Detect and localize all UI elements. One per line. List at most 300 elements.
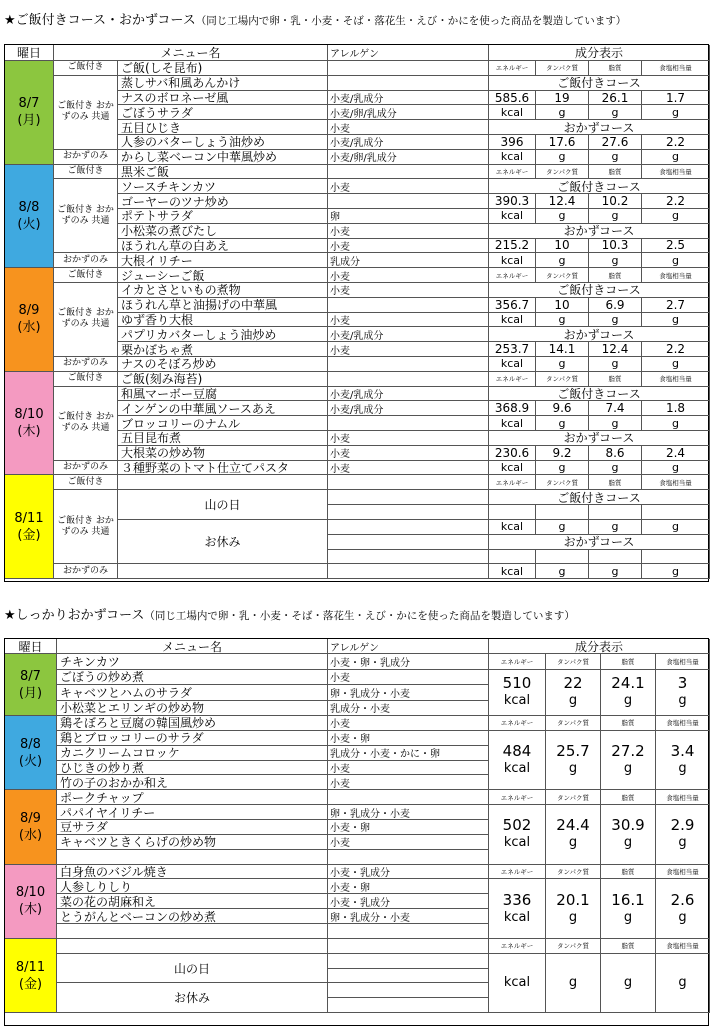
nutrient-label-energy: エネルギー bbox=[489, 790, 546, 805]
day-weekday: (木) bbox=[18, 902, 43, 918]
allergen-cell bbox=[328, 850, 489, 865]
nutrient-unit: g bbox=[568, 761, 578, 777]
gohan-unit: g bbox=[589, 416, 642, 431]
nutrient-label-fat: 脂質 bbox=[589, 268, 642, 283]
gohan-value bbox=[642, 505, 710, 520]
allergen-cell: 小麦・卵・乳成分 bbox=[328, 654, 489, 670]
allergen-cell: 乳成分・小麦 bbox=[328, 701, 489, 717]
allergen-cell: 小麦/乳成分 bbox=[328, 327, 489, 342]
allergen-cell bbox=[328, 76, 489, 91]
gohan-unit: g bbox=[589, 209, 642, 224]
header-menu: メニュー名 bbox=[54, 45, 328, 61]
nutrient-label-salt: 食塩相当量 bbox=[656, 654, 710, 670]
type-gohan: ご飯付き bbox=[54, 165, 118, 180]
nutrient-value-cell bbox=[546, 670, 601, 717]
allergen-cell: 小麦 bbox=[328, 342, 489, 357]
allergen-cell: 小麦 bbox=[328, 716, 489, 731]
nutrient-label-protein: タンパク質 bbox=[546, 939, 601, 954]
okazu-unit: g bbox=[536, 253, 589, 268]
type-gohan: ご飯付き bbox=[54, 61, 118, 76]
gohan-value bbox=[536, 505, 589, 520]
day-weekday: (木) bbox=[17, 424, 41, 440]
okazu-value: 27.6 bbox=[589, 135, 642, 150]
day-date: 8/9 bbox=[20, 810, 41, 826]
gohan-unit: g bbox=[536, 313, 589, 328]
gohan-value: 356.7 bbox=[489, 298, 536, 313]
nutrient-value: 25.7 bbox=[556, 742, 590, 761]
menu-item bbox=[57, 850, 328, 865]
menu-item: からし菜ベーコン中華風炒め bbox=[118, 150, 328, 165]
okazu-value bbox=[589, 550, 642, 565]
okazu-value: 9.2 bbox=[536, 446, 589, 461]
allergen-cell bbox=[328, 475, 489, 490]
nutrient-label-protein: タンパク質 bbox=[546, 865, 601, 880]
gohan-unit: g bbox=[589, 313, 642, 328]
day-weekday: (火) bbox=[17, 216, 41, 232]
allergen-cell: 小麦/卵/乳成分 bbox=[328, 150, 489, 165]
nutrient-label-energy: エネルギー bbox=[489, 475, 536, 490]
allergen-cell: 小麦 bbox=[328, 670, 489, 686]
course-okazu-label: おかずコース bbox=[489, 224, 710, 239]
nutrient-label-energy: エネルギー bbox=[489, 865, 546, 880]
nutrient-value: 30.9 bbox=[611, 816, 645, 835]
nutrient-value-cell bbox=[489, 670, 546, 717]
course-gohan-label: ご飯付きコース bbox=[489, 490, 710, 505]
nutrient-label-salt: 食塩相当量 bbox=[656, 939, 710, 954]
okazu-unit: g bbox=[642, 564, 710, 579]
okazu-unit: g bbox=[536, 461, 589, 476]
day-weekday: (月) bbox=[17, 113, 41, 129]
okazu-unit: g bbox=[589, 253, 642, 268]
nutrient-label-energy: エネルギー bbox=[489, 716, 546, 731]
type-gohan: ご飯付き bbox=[54, 372, 118, 387]
allergen-cell bbox=[328, 505, 489, 520]
nutrient-unit: kcal bbox=[503, 975, 531, 991]
nutrient-value-cell bbox=[656, 670, 710, 717]
gohan-value: 585.6 bbox=[489, 91, 536, 106]
type-shared: ご飯付き おかずのみ 共通 bbox=[54, 179, 118, 253]
allergen-cell bbox=[328, 790, 489, 805]
okazu-value bbox=[642, 550, 710, 565]
allergen-cell bbox=[328, 983, 489, 998]
allergen-cell bbox=[328, 298, 489, 313]
nutrient-value: 2.9 bbox=[670, 816, 695, 835]
type-gohan: ご飯付き bbox=[54, 268, 118, 283]
course-okazu-label: おかずコース bbox=[489, 120, 710, 135]
nutrient-unit: g bbox=[623, 761, 633, 777]
nutrient-value-cell bbox=[601, 670, 656, 717]
course-gohan-label: ご飯付きコース bbox=[489, 283, 710, 298]
day-weekday: (金) bbox=[18, 976, 43, 992]
okazu-value: 10 bbox=[536, 239, 589, 254]
holiday-closed: お休み bbox=[118, 520, 328, 565]
day-cell bbox=[5, 790, 57, 864]
nutrient-value: 2.6 bbox=[670, 890, 695, 909]
header-allergen: アレルゲン bbox=[328, 639, 489, 654]
nutrient-label-fat: 脂質 bbox=[589, 165, 642, 180]
menu-item: ゴーヤーのツナ炒め bbox=[118, 194, 328, 209]
allergen-cell: 小麦・乳成分 bbox=[328, 865, 489, 880]
nutrient-label-fat: 脂質 bbox=[589, 61, 642, 76]
allergen-cell: 小麦 bbox=[328, 431, 489, 446]
nutrient-label-energy: エネルギー bbox=[489, 165, 536, 180]
nutrient-unit: kcal bbox=[503, 835, 531, 851]
nutrient-unit: g bbox=[623, 975, 633, 991]
nutrient-label-protein: タンパク質 bbox=[546, 716, 601, 731]
nutrient-label-protein: タンパク質 bbox=[536, 61, 589, 76]
gohan-value: 390.3 bbox=[489, 194, 536, 209]
allergen-cell: 小麦 bbox=[328, 313, 489, 328]
gohan-value: 9.6 bbox=[536, 401, 589, 416]
nutrient-value-cell bbox=[656, 805, 710, 864]
okazu-value: 2.2 bbox=[642, 135, 710, 150]
menu-item: ひじきの炒り煮 bbox=[57, 761, 328, 776]
day-weekday: (水) bbox=[18, 827, 43, 843]
header-allergen: アレルゲン bbox=[328, 45, 489, 61]
day-cell bbox=[5, 865, 57, 939]
menu-item: 大根イリチー bbox=[118, 253, 328, 268]
day-cell bbox=[5, 654, 57, 716]
nutrient-value-cell bbox=[546, 731, 601, 790]
nutrient-label-fat: 脂質 bbox=[601, 654, 656, 670]
okazu-value: 17.6 bbox=[536, 135, 589, 150]
day-weekday: (金) bbox=[17, 527, 41, 543]
holiday-name: 山の日 bbox=[57, 954, 328, 984]
nutrient-value: 502 bbox=[502, 816, 532, 835]
course-okazu-label: おかずコース bbox=[489, 431, 710, 446]
day-weekday: (水) bbox=[17, 320, 41, 336]
okazu-value: 2.2 bbox=[642, 342, 710, 357]
gohan-unit: g bbox=[536, 105, 589, 120]
menu-item: ほうれん草の白あえ bbox=[118, 239, 328, 254]
nutrient-label-fat: 脂質 bbox=[601, 716, 656, 731]
day-weekday: (月) bbox=[18, 685, 43, 701]
course-table-1 bbox=[4, 44, 709, 582]
nutrient-unit: g bbox=[568, 975, 578, 991]
allergen-cell bbox=[328, 490, 489, 505]
nutrient-value-cell bbox=[546, 879, 601, 938]
menu-item: ポテトサラダ bbox=[118, 209, 328, 224]
okazu-unit: kcal bbox=[489, 253, 536, 268]
menu-item: 五目昆布煮 bbox=[118, 431, 328, 446]
nutrient-label-energy: エネルギー bbox=[489, 268, 536, 283]
header-day: 曜日 bbox=[5, 45, 54, 61]
nutrient-value-cell bbox=[489, 805, 546, 864]
nutrient-value: 24.1 bbox=[611, 674, 645, 693]
nutrient-label-salt: 食塩相当量 bbox=[656, 716, 710, 731]
nutrient-label-protein: タンパク質 bbox=[536, 372, 589, 387]
nutrient-value: 3 bbox=[677, 674, 688, 693]
type-okazu: おかずのみ bbox=[54, 461, 118, 476]
okazu-unit: kcal bbox=[489, 461, 536, 476]
nutrient-unit: g bbox=[568, 909, 578, 925]
menu-item: 竹の子のおかか和え bbox=[57, 775, 328, 790]
type-okazu: おかずのみ bbox=[54, 253, 118, 268]
nutrient-value: 22 bbox=[563, 674, 583, 693]
menu-item: とうがんとベーコンの炒め煮 bbox=[57, 909, 328, 924]
gohan-unit: kcal bbox=[489, 520, 536, 535]
nutrient-label-salt: 食塩相当量 bbox=[642, 61, 710, 76]
nutrient-label-salt: 食塩相当量 bbox=[642, 372, 710, 387]
allergen-cell: 小麦 bbox=[328, 120, 489, 135]
nutrient-value: 510 bbox=[502, 674, 532, 693]
menu-item: パプリカバターしょう油炒め bbox=[118, 327, 328, 342]
nutrient-label-salt: 食塩相当量 bbox=[656, 865, 710, 880]
okazu-value: 10.3 bbox=[589, 239, 642, 254]
menu-item: ごぼうサラダ bbox=[118, 105, 328, 120]
gohan-unit: kcal bbox=[489, 416, 536, 431]
nutrient-unit: g bbox=[623, 909, 633, 925]
type-shared: ご飯付き おかずのみ 共通 bbox=[54, 490, 118, 564]
menu-item: 小松菜とエリンギの炒め物 bbox=[57, 701, 328, 717]
nutrient-unit: g bbox=[623, 835, 633, 851]
menu-item: カニクリームコロッケ bbox=[57, 746, 328, 761]
allergen-cell bbox=[328, 194, 489, 209]
okazu-unit: g bbox=[642, 461, 710, 476]
allergen-cell bbox=[328, 564, 489, 579]
header-day: 曜日 bbox=[5, 639, 57, 654]
menu-item: ソースチキンカツ bbox=[118, 179, 328, 194]
nutrient-label-protein: タンパク質 bbox=[546, 790, 601, 805]
allergen-cell bbox=[328, 550, 489, 565]
allergen-cell: 小麦/乳成分 bbox=[328, 387, 489, 402]
allergen-cell: 乳成分 bbox=[328, 253, 489, 268]
nutrient-value-cell bbox=[656, 879, 710, 938]
type-shared: ご飯付き おかずのみ 共通 bbox=[54, 76, 118, 150]
gohan-value: 10.2 bbox=[589, 194, 642, 209]
okazu-unit: g bbox=[589, 150, 642, 165]
gohan-unit: g bbox=[589, 105, 642, 120]
nutrient-label-protein: タンパク質 bbox=[536, 475, 589, 490]
nutrient-label-fat: 脂質 bbox=[589, 372, 642, 387]
allergen-cell: 乳成分・小麦・かに・卵 bbox=[328, 746, 489, 761]
nutrient-label-salt: 食塩相当量 bbox=[656, 790, 710, 805]
nutrient-unit: g bbox=[678, 761, 687, 777]
menu-item: 和風マーボー豆腐 bbox=[118, 387, 328, 402]
day-date: 8/7 bbox=[20, 668, 41, 684]
allergen-cell: 小麦 bbox=[328, 268, 489, 283]
nutrient-label-energy: エネルギー bbox=[489, 939, 546, 954]
allergen-cell bbox=[328, 520, 489, 535]
okazu-unit: kcal bbox=[489, 150, 536, 165]
nutrient-label-fat: 脂質 bbox=[589, 475, 642, 490]
gohan-value: 19 bbox=[536, 91, 589, 106]
allergen-cell bbox=[328, 416, 489, 431]
nutrient-unit: g bbox=[623, 693, 633, 709]
type-okazu: おかずのみ bbox=[54, 357, 118, 372]
nutrient-label-protein: タンパク質 bbox=[536, 165, 589, 180]
okazu-value: 12.4 bbox=[589, 342, 642, 357]
day-cell bbox=[5, 372, 54, 476]
gohan-value: 12.4 bbox=[536, 194, 589, 209]
gohan-value: 368.9 bbox=[489, 401, 536, 416]
menu-item bbox=[57, 924, 328, 939]
course-gohan-label: ご飯付きコース bbox=[489, 179, 710, 194]
menu-item: 人参のバターしょう油炒め bbox=[118, 135, 328, 150]
nutrient-unit: kcal bbox=[503, 909, 531, 925]
section2-title bbox=[4, 604, 575, 623]
allergen-cell: 小麦 bbox=[328, 835, 489, 850]
okazu-value: 396 bbox=[489, 135, 536, 150]
menu-item: ３種野菜のトマト仕立てパスタ bbox=[118, 461, 328, 476]
allergen-cell: 小麦 bbox=[328, 239, 489, 254]
okazu-unit: g bbox=[536, 564, 589, 579]
menu-item: ご飯(刻み海苔) bbox=[118, 372, 328, 387]
okazu-value: 230.6 bbox=[489, 446, 536, 461]
nutrient-value: 20.1 bbox=[556, 890, 590, 909]
gohan-unit: kcal bbox=[489, 105, 536, 120]
type-shared: ご飯付き おかずのみ 共通 bbox=[54, 283, 118, 357]
course-gohan-label: ご飯付きコース bbox=[489, 76, 710, 91]
nutrient-value: 336 bbox=[502, 890, 532, 909]
day-cell bbox=[5, 716, 57, 790]
gohan-unit: kcal bbox=[489, 313, 536, 328]
nutrient-value: 16.1 bbox=[611, 890, 645, 909]
okazu-unit: g bbox=[589, 564, 642, 579]
course-gohan-label: ご飯付きコース bbox=[489, 387, 710, 402]
nutrient-value-cell bbox=[601, 805, 656, 864]
gohan-value: 2.7 bbox=[642, 298, 710, 313]
allergen-cell: 小麦・卵 bbox=[328, 731, 489, 746]
allergen-cell: 小麦 bbox=[328, 761, 489, 776]
day-date: 8/9 bbox=[18, 303, 40, 319]
gohan-value bbox=[489, 505, 536, 520]
day-date: 8/11 bbox=[14, 510, 44, 526]
menu-item: ナスのそぼろ炒め bbox=[118, 357, 328, 372]
menu-item: キャベツとハムのサラダ bbox=[57, 685, 328, 701]
gohan-unit: g bbox=[642, 105, 710, 120]
nutrient-value-cell bbox=[489, 731, 546, 790]
menu-item: 菜の花の胡麻和え bbox=[57, 894, 328, 909]
gohan-value: 2.2 bbox=[642, 194, 710, 209]
menu-item: キャベツときくらげの炒め物 bbox=[57, 835, 328, 850]
course-okazu-label: おかずコース bbox=[489, 327, 710, 342]
allergen-cell: 卵・乳成分・小麦 bbox=[328, 685, 489, 701]
menu-item bbox=[118, 564, 328, 579]
menu-item: 五目ひじき bbox=[118, 120, 328, 135]
nutrient-label-energy: エネルギー bbox=[489, 372, 536, 387]
nutrient-unit: g bbox=[678, 835, 687, 851]
menu-item: 鶏とブロッコリーのサラダ bbox=[57, 731, 328, 746]
allergen-cell: 卵・乳成分・小麦 bbox=[328, 909, 489, 924]
nutrient-label-energy: エネルギー bbox=[489, 61, 536, 76]
nutrient-label-energy: エネルギー bbox=[489, 654, 546, 670]
menu-item: 鶏そぼろと豆腐の韓国風炒め bbox=[57, 716, 328, 731]
section1-note: （同じ工場内で卵・乳・小麦・そば・落花生・えび・かにを使った商品を製造しています） bbox=[195, 15, 627, 27]
gohan-unit: g bbox=[536, 520, 589, 535]
day-date: 8/11 bbox=[15, 959, 46, 975]
course-okazu-label: おかずコース bbox=[489, 535, 710, 550]
okazu-value: 8.6 bbox=[589, 446, 642, 461]
allergen-cell bbox=[328, 969, 489, 984]
okazu-unit: g bbox=[642, 253, 710, 268]
menu-item bbox=[57, 939, 328, 954]
menu-item: ほうれん草と油揚げの中華風 bbox=[118, 298, 328, 313]
day-weekday: (火) bbox=[18, 753, 43, 769]
allergen-cell: 卵・乳成分・小麦 bbox=[328, 805, 489, 820]
section1-title bbox=[4, 9, 626, 28]
menu-item: 白身魚のバジル焼き bbox=[57, 865, 328, 880]
allergen-cell: 卵 bbox=[328, 209, 489, 224]
day-cell bbox=[5, 268, 54, 372]
allergen-cell: 小麦・乳成分 bbox=[328, 894, 489, 909]
menu-item: イカとさといもの煮物 bbox=[118, 283, 328, 298]
gohan-value: 1.8 bbox=[642, 401, 710, 416]
nutrient-value: 484 bbox=[502, 742, 532, 761]
nutrient-value: 3.4 bbox=[670, 742, 695, 761]
gohan-unit: g bbox=[642, 520, 710, 535]
menu-item: ごぼうの炒め煮 bbox=[57, 670, 328, 686]
allergen-cell: 小麦/乳成分 bbox=[328, 401, 489, 416]
gohan-value: 6.9 bbox=[589, 298, 642, 313]
holiday-closed: お休み bbox=[57, 983, 328, 1013]
menu-item: 大根菜の炒め物 bbox=[118, 446, 328, 461]
allergen-cell bbox=[328, 535, 489, 550]
day-cell bbox=[5, 939, 57, 1013]
allergen-cell: 小麦/卵/乳成分 bbox=[328, 105, 489, 120]
allergen-cell bbox=[328, 939, 489, 954]
allergen-cell: 小麦 bbox=[328, 461, 489, 476]
gohan-unit: g bbox=[642, 313, 710, 328]
okazu-value: 2.5 bbox=[642, 239, 710, 254]
menu-item: ご飯(しそ昆布) bbox=[118, 61, 328, 76]
gohan-value: 10 bbox=[536, 298, 589, 313]
nutrient-label-fat: 脂質 bbox=[601, 939, 656, 954]
gohan-unit: kcal bbox=[489, 209, 536, 224]
day-cell bbox=[5, 165, 54, 269]
menu-item: ナスのボロネーゼ風 bbox=[118, 91, 328, 106]
okazu-unit: kcal bbox=[489, 357, 536, 372]
menu-item: 人参しりしり bbox=[57, 879, 328, 894]
gohan-unit: g bbox=[589, 520, 642, 535]
nutrient-label-protein: タンパク質 bbox=[536, 268, 589, 283]
menu-item: パパイヤイリチー bbox=[57, 805, 328, 820]
allergen-cell bbox=[328, 954, 489, 969]
nutrient-value-cell bbox=[601, 954, 656, 1013]
allergen-cell bbox=[328, 924, 489, 939]
nutrient-unit: g bbox=[678, 693, 687, 709]
nutrient-unit: g bbox=[568, 835, 578, 851]
menu-item: チキンカツ bbox=[57, 654, 328, 670]
okazu-value bbox=[489, 550, 536, 565]
allergen-cell bbox=[328, 165, 489, 180]
gohan-value: 26.1 bbox=[589, 91, 642, 106]
header-nutrition: 成分表示 bbox=[489, 639, 710, 654]
gohan-unit: g bbox=[536, 209, 589, 224]
nutrient-unit: g bbox=[678, 909, 687, 925]
nutrient-value-cell bbox=[489, 879, 546, 938]
gohan-value: 7.4 bbox=[589, 401, 642, 416]
nutrient-value-cell bbox=[601, 879, 656, 938]
nutrient-label-fat: 脂質 bbox=[601, 790, 656, 805]
allergen-cell: 小麦/乳成分 bbox=[328, 91, 489, 106]
menu-item: インゲンの中華風ソースあえ bbox=[118, 401, 328, 416]
allergen-cell bbox=[328, 357, 489, 372]
type-okazu: おかずのみ bbox=[54, 150, 118, 165]
day-date: 8/10 bbox=[15, 885, 46, 901]
nutrient-label-salt: 食塩相当量 bbox=[642, 475, 710, 490]
nutrient-value-cell bbox=[546, 805, 601, 864]
allergen-cell bbox=[328, 61, 489, 76]
nutrient-label-salt: 食塩相当量 bbox=[642, 165, 710, 180]
type-okazu: おかずのみ bbox=[54, 564, 118, 579]
gohan-value: 1.7 bbox=[642, 91, 710, 106]
gohan-unit: g bbox=[642, 209, 710, 224]
menu-item: 黒米ご飯 bbox=[118, 165, 328, 180]
menu-item: 小松菜の煮びたし bbox=[118, 224, 328, 239]
okazu-unit: g bbox=[642, 150, 710, 165]
section2-note: （同じ工場内で卵・乳・小麦・そば・落花生・えび・かにを使った商品を製造しています） bbox=[144, 610, 575, 622]
